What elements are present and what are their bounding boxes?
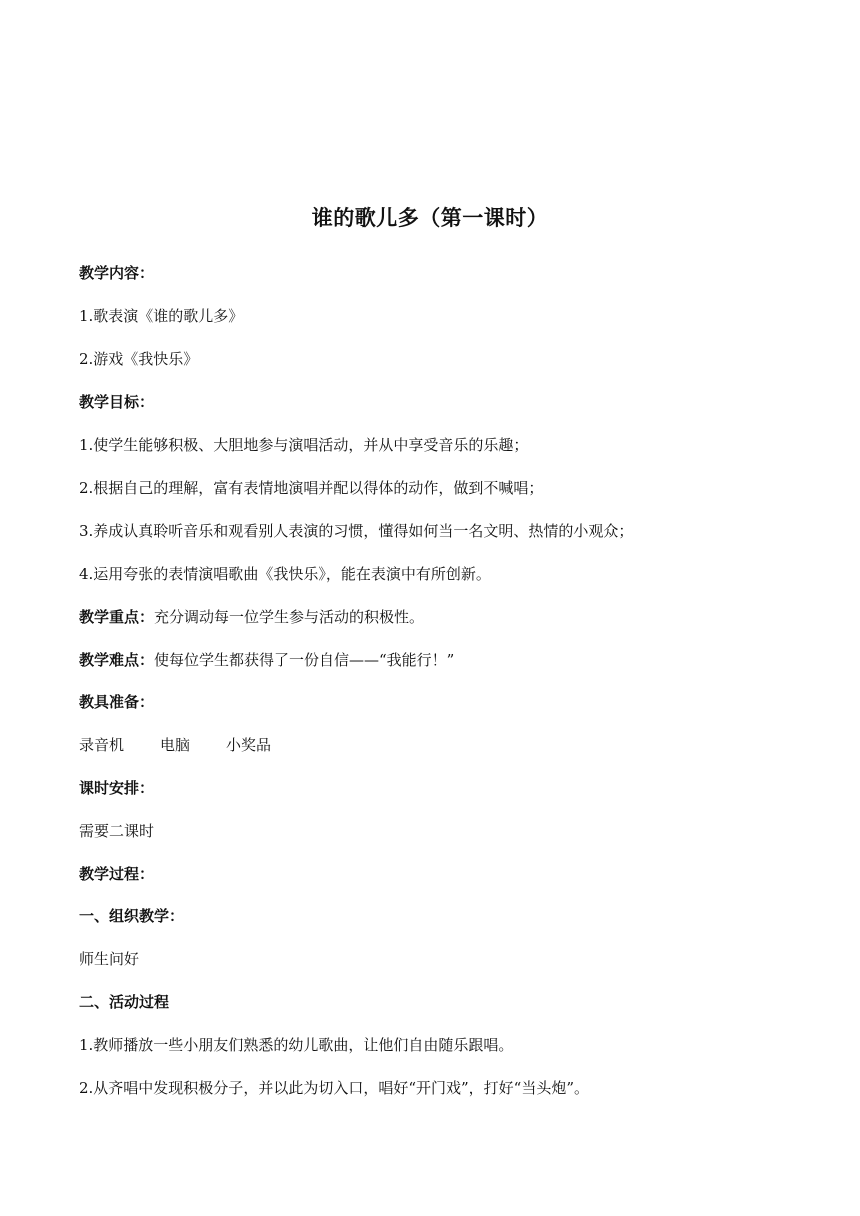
teaching-goal-item-1: 1.使学生能够积极、大胆地参与演唱活动，并从中享受音乐的乐趣； [79,436,529,454]
process-section-2-item-1: 1.教师播放一些小朋友们熟悉的幼儿歌曲，让他们自由随乐跟唱。 [79,1036,514,1054]
schedule-heading: 课时安排： [79,779,155,797]
difficult-point-line [79,648,799,672]
key-point-label: 教学重点： [79,608,155,626]
process-section-1-heading: 一、组织教学： [79,907,185,925]
teaching-goals-heading: 教学目标： [79,393,155,411]
teaching-content-item-2: 2.游戏《我快乐》 [79,350,199,368]
teaching-aid-item: 电脑 [160,736,191,754]
teaching-aids-heading: 教具准备： [79,693,155,711]
process-section-2-heading: 二、活动过程 [79,993,170,1011]
key-point-text: 充分调动每一位学生参与活动的积极性。 [154,608,425,626]
key-point-line [79,605,799,629]
teaching-content-heading: 教学内容： [79,264,155,282]
teaching-goal-item-3: 3.养成认真聆听音乐和观看别人表演的习惯，懂得如何当一名文明、热情的小观众； [79,522,634,540]
process-section-1-text: 师生问好 [79,950,140,968]
teaching-goal-item-2: 2.根据自己的理解，富有表情地演唱并配以得体的动作，做到不喊唱； [79,479,544,497]
difficult-point-label: 教学难点： [79,651,155,669]
process-section-2-item-2: 2.从齐唱中发现积极分子，并以此为切入口，唱好“开门戏”，打好“当头炮”。 [79,1079,589,1097]
process-heading: 教学过程： [79,865,155,883]
teaching-aid-item: 录音机 [79,736,125,754]
teaching-content-item-1: 1.歌表演《谁的歌儿多》 [79,307,244,325]
teaching-goal-item-4: 4.运用夸张的表情演唱歌曲《我快乐》，能在表演中有所创新。 [79,565,491,583]
teaching-aid-item: 小奖品 [226,736,272,754]
teaching-aids-list [79,733,799,757]
difficult-point-text: 使每位学生都获得了一份自信——“我能行！” [154,651,455,669]
document-title: 谁的歌儿多（第一课时） [311,206,549,230]
schedule-text: 需要二课时 [79,822,155,840]
